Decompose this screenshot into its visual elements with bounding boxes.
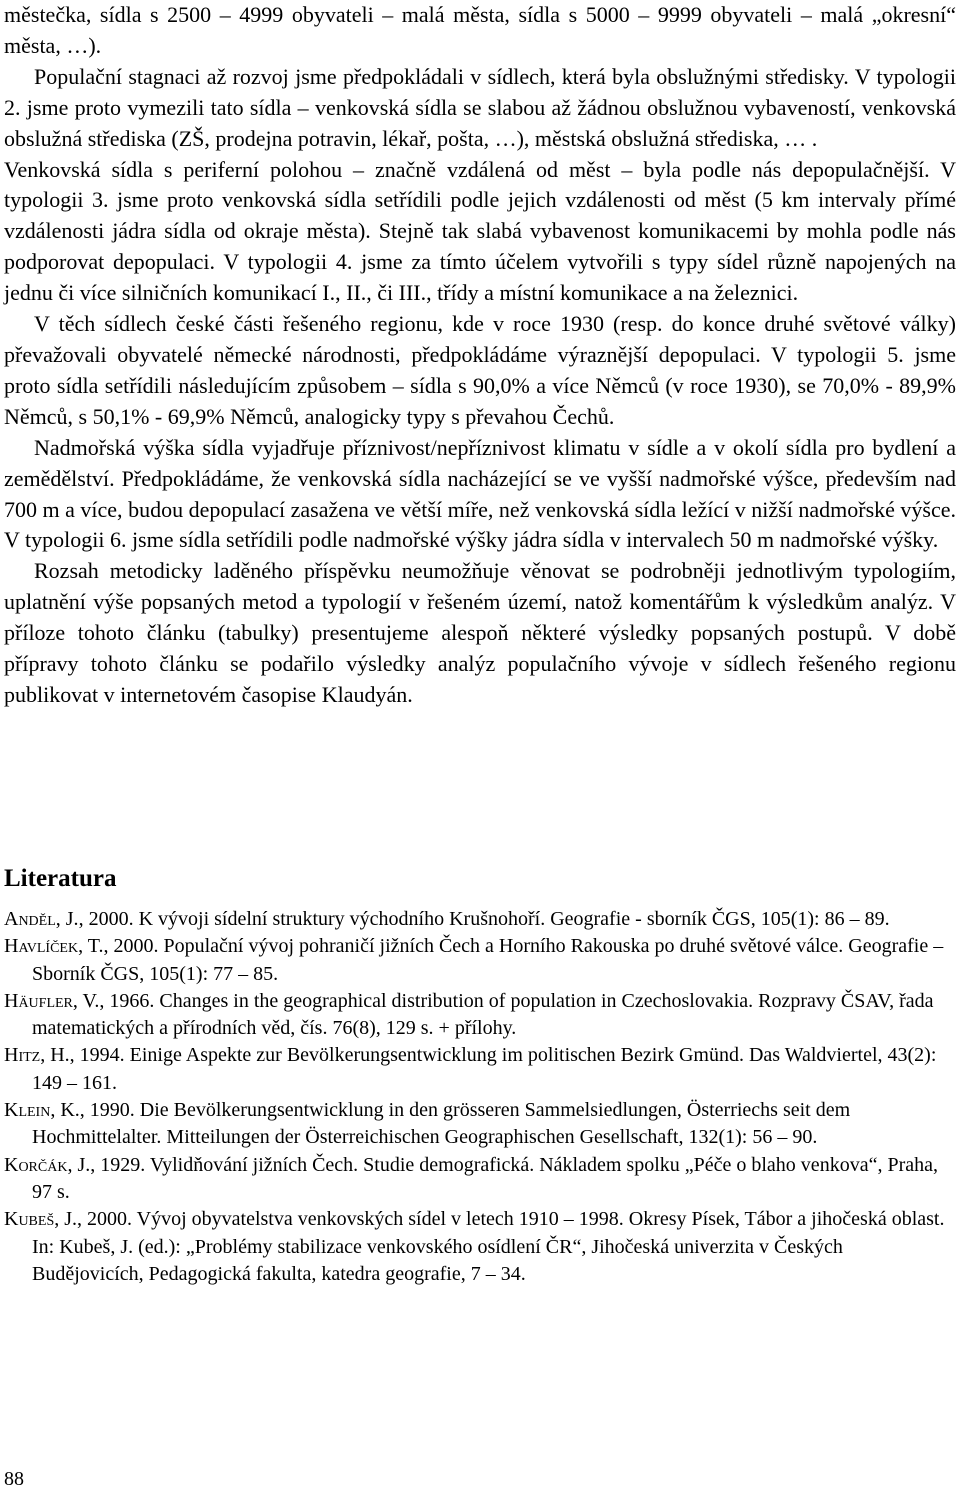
- paragraph-nationality: V těch sídlech české části řešeného regionu, kde v roce 1930 (resp. do konce druhé světové války) převažovali obyvatelé německé národnosti, předpokládáme výraznější depopulaci. V typologii 5. jsme proto sídla setřídili následujícím způsobem – sídla s 90,0% a více Němců (v roce 1930), se 70,0% - 89,9% Němců, s 50,1% - 69,9% Němců, analogicky typy s převahou Čechů.: [4, 311, 956, 429]
- paragraph-settlement-size: městečka, sídla s 2500 – 4999 obyvateli – malá města, sídla s 5000 – 9999 obyvateli – malá „okresní“ města, …).: [4, 2, 956, 58]
- reference-author: Hitz, H.: [4, 1044, 70, 1067]
- reference-details: , 1966. Changes in the geographical distribution of population in Czechoslovakia. Rozpravy ČSAV, řada matematických a přírodních věd, čís. 76(8), 129 s. + přílohy.: [32, 989, 934, 1040]
- reference-item: [4, 906, 956, 933]
- reference-author: Havlíček, T.: [4, 935, 104, 958]
- paragraph-conclusion: Rozsah metodicky laděného příspěvku neumožňuje věnovat se podrobněji jednotlivým typologiím, uplatnění výše popsaných metod a typologií v řešeném území, natož komentářům k výsledkům analýz. V příloze tohoto článku (tabulky) presentujeme alespoň některé výsledky popsaných postupů. V době přípravy tohoto článku se podařilo výsledky analýz populačního vývoje v sídlech řešeného regionu publikovat v internetovém časopise Klaudyán.: [4, 558, 956, 707]
- reference-author: Korčák, J.: [4, 1153, 91, 1176]
- reference-details: , 2000. K vývoji sídelní struktury východního Krušnohoří. Geografie - sborník ČGS, 105(1): 86 – 89.: [78, 908, 890, 930]
- reference-author: Klein, K.: [4, 1099, 80, 1122]
- reference-item: [4, 1152, 956, 1207]
- reference-details: , 2000. Vývoj obyvatelstva venkovských sídel v letech 1910 – 1998. Okresy Písek, Tábor a jihočeská oblast. In: Kubeš, J. (ed.): „Problémy stabilizace venkovského osídlení ČR“, Jihočeská univerzita v Českých Budějovicích, Pedagogická fakulta, katedra geografie, 7 – 34.: [32, 1208, 945, 1285]
- reference-item: [4, 1042, 956, 1097]
- reference-author: Häufler, V.: [4, 989, 100, 1012]
- literature-heading: Literatura: [4, 865, 117, 892]
- reference-item: [4, 933, 956, 988]
- reference-details: , 1929. Vylidňování jižních Čech. Studie demografická. Nákladem spolku „Péče o blaho venkova“, Praha, 97 s.: [32, 1153, 938, 1203]
- reference-item: [4, 1097, 956, 1152]
- reference-author: Kubeš, J.: [4, 1208, 78, 1231]
- reference-item: [4, 1206, 956, 1288]
- page-number: 88: [4, 1468, 24, 1490]
- reference-item: [4, 988, 956, 1043]
- body-text: [4, 0, 956, 711]
- reference-author: Anděl, J.: [4, 908, 79, 930]
- paragraph-peripheral-location: Venkovská sídla s periferní polohou – značně vzdálená od měst – byla podle nás depopulačnější. V typologii 3. jsme proto venkovská sídla setřídili podle jejich vzdálenosti od měst (5 km intervaly přímé vzdálenosti jádra sídla od okraje města). Stejně tak slabá vybavenost komunikacemi by mohla podle nás podporovat depopulaci. V typologii 4. jsme za tímto účelem vytvořili s typy sídel různě napojených na jednu či více silničních komunikací I., II., či III., třídy a místní komunikace a na železnici.: [4, 156, 956, 306]
- reference-details: , 2000. Populační vývoj pohraničí jižních Čech a Horního Rakouska po druhé světové válce. Geografie – Sborník ČGS, 105(1): 77 – 85.: [32, 935, 944, 985]
- paragraph-altitude: Nadmořská výška sídla vyjadřuje příznivost/nepříznivost klimatu v sídle a v okolí sídla pro bydlení a zemědělství. Předpokládáme, že venkovská sídla nacházející se ve vyšší nadmořské výšce, především nad 700 m a více, budou depopulací zasažena ve větší míře, než venkovská sídla ležící v nižší nadmořské výšce. V typologii 6. jsme sídla setřídili podle nadmořské výšky jádra sídla v intervalech 50 m nadmořské výšky.: [4, 434, 956, 553]
- reference-list: [4, 906, 956, 1288]
- reference-details: , 1994. Einige Aspekte zur Bevölkerungsentwicklung im politischen Bezirk Gmünd. Das Waldviertel, 43(2): 149 – 161.: [32, 1044, 937, 1094]
- reference-details: , 1990. Die Bevölkerungsentwicklung in den grösseren Sammelsiedlungen, Österriechs seit dem Hochmittelalter. Mitteilungen der Österreichischen Geographischen Gesellschaft, 132(1): 56 – 90.: [32, 1099, 851, 1149]
- paragraph-service-centers: Populační stagnaci až rozvoj jsme předpokládali v sídlech, která byla obslužnými středisky. V typologii 2. jsme proto vymezili tato sídla – venkovská sídla se slabou až žádnou obslužnou vybaveností, venkovská obslužná střediska (ZŠ, prodejna potravin, lékař, pošta, …), městská obslužná střediska, … .: [4, 63, 956, 151]
